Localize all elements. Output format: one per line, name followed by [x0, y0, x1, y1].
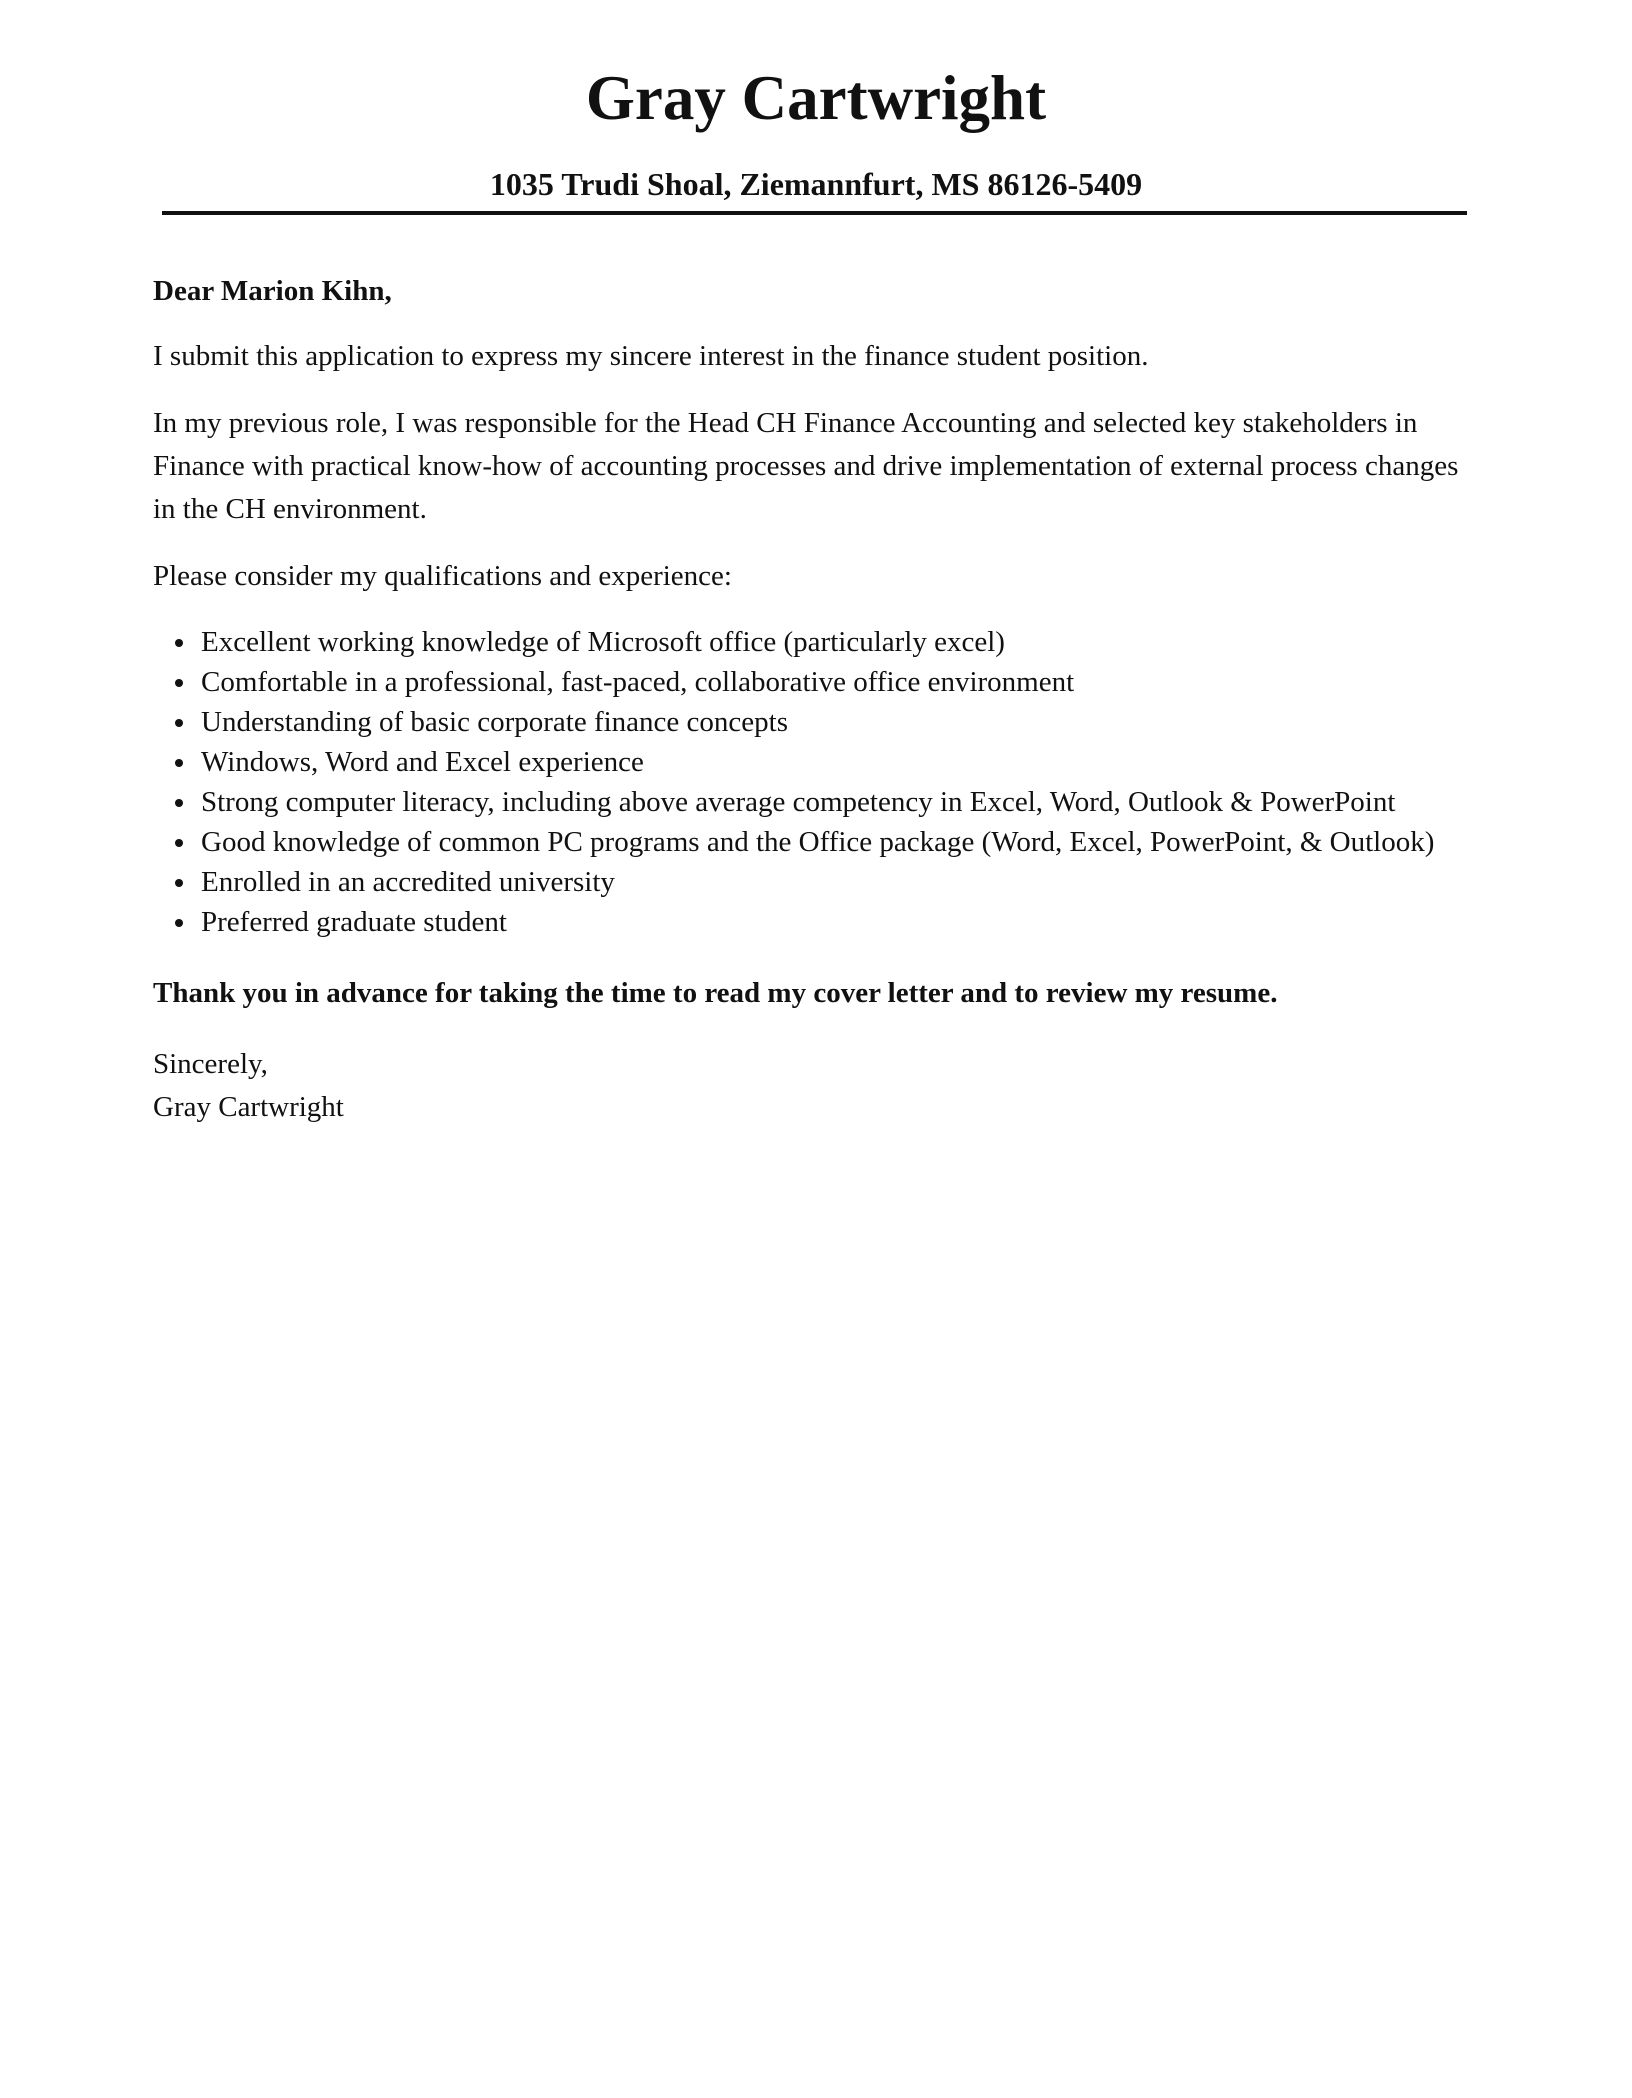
bullet-icon [175, 919, 183, 927]
qualification-text: Strong computer literacy, including above average competency in Excel, Word, Outlook & PowerPoint [201, 786, 1396, 818]
bullet-icon [175, 639, 183, 647]
list-item [201, 902, 1473, 942]
list-item [201, 702, 1473, 742]
bullet-icon [175, 719, 183, 727]
list-item [201, 622, 1473, 662]
qualification-text: Comfortable in a professional, fast-paced, collaborative office environment [201, 666, 1075, 698]
list-item [201, 782, 1473, 822]
qualification-text: Excellent working knowledge of Microsoft office (particularly excel) [201, 626, 1005, 658]
intro-paragraph: I submit this application to express my sincere interest in the finance student position. [153, 340, 1149, 372]
list-item [201, 822, 1473, 862]
list-item [201, 662, 1473, 702]
qualifications-intro: Please consider my qualifications and experience: [153, 560, 732, 592]
qualification-text: Understanding of basic corporate finance concepts [201, 706, 789, 738]
qualification-text: Good knowledge of common PC programs and the Office package (Word, Excel, PowerPoint, & Outlook) [201, 826, 1435, 858]
header-divider [162, 211, 1467, 215]
list-item [201, 862, 1473, 902]
signature: Gray Cartwright [153, 1091, 344, 1123]
bullet-icon [175, 679, 183, 687]
bullet-icon [175, 759, 183, 767]
bullet-icon [175, 879, 183, 887]
bullet-icon [175, 799, 183, 807]
salutation: Dear Marion Kihn, [153, 275, 392, 307]
applicant-address: 1035 Trudi Shoal, Ziemannfurt, MS 86126-5409 [489, 166, 1143, 202]
qualifications-list [153, 622, 1473, 942]
applicant-name: Gray Cartwright [585, 63, 1047, 133]
letter-body [153, 270, 1473, 1129]
experience-paragraph: In my previous role, I was responsible for the Head CH Finance Accounting and selected key stakeholders in Finance with practical know-how of accounting processes and drive implementation of external process changes in the CH environment. [153, 407, 1459, 525]
qualification-text: Enrolled in an accredited university [201, 866, 615, 898]
closing: Sincerely, [153, 1048, 268, 1080]
qualification-text: Windows, Word and Excel experience [201, 746, 644, 778]
bullet-icon [175, 839, 183, 847]
list-item [201, 742, 1473, 782]
qualification-text: Preferred graduate student [201, 906, 507, 938]
thank-you-line: Thank you in advance for taking the time to read my cover letter and to review my resume. [153, 977, 1278, 1009]
